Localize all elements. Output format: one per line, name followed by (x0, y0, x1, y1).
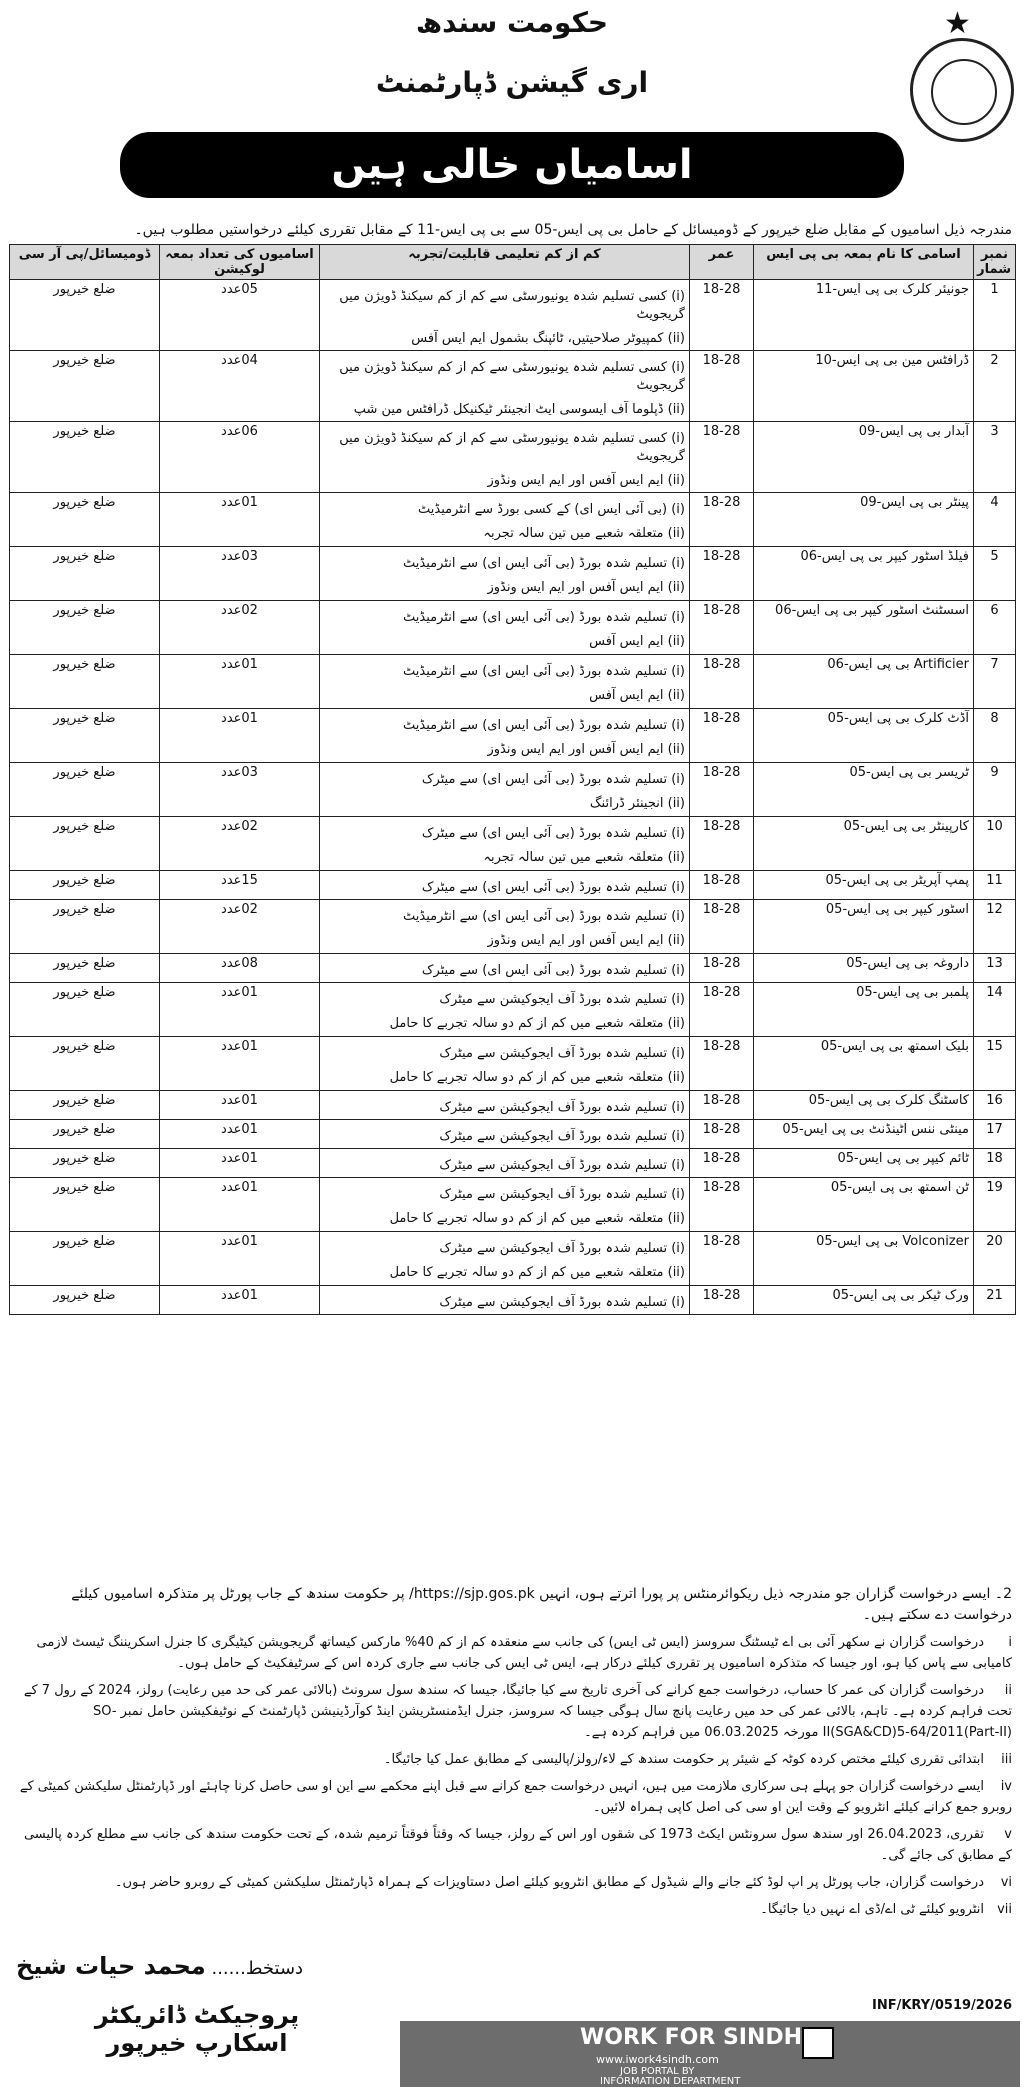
table-row (10, 1037, 1016, 1091)
cell-age: 18-28 (690, 1037, 754, 1091)
cell-post: ڈرافٹس مین بی پی ایس-10 (754, 351, 974, 422)
wfs-url: www.iwork4sindh.com (596, 2053, 719, 2066)
cell-post: فیلڈ اسٹور کیپر بی پی ایس-06 (754, 547, 974, 601)
qualification-line: (i) تسلیم شدہ بورڈ (بی آئی ایس ای) سے انٹرمیڈیٹ (403, 556, 685, 571)
cell-serial: 12 (974, 900, 1016, 954)
cell-age: 18-28 (690, 954, 754, 983)
table-row (10, 351, 1016, 422)
cell-count: 02عدد (160, 601, 320, 655)
cell-count: 01عدد (160, 709, 320, 763)
table-row (10, 1149, 1016, 1178)
cell-domicile: ضلع خیرپور (10, 1120, 160, 1149)
header-serial: نمبر شمار (974, 245, 1016, 280)
qualification-line: (i) تسلیم شدہ بورڈ آف ایجوکیشن سے میٹرک (439, 1046, 685, 1061)
cell-domicile: ضلع خیرپور (10, 493, 160, 547)
cell-post: آڈٹ کلرک بی پی ایس-05 (754, 709, 974, 763)
table-row (10, 954, 1016, 983)
qualification-line: (ii) متعلقہ شعبے میں کم از کم دو سالہ تجربے کا حامل (389, 1070, 685, 1085)
note-vii: viiانٹرویو کیلئے ٹی اے/ڈی اے نہیں دیا جائیگا۔ (760, 1902, 1012, 1917)
cell-domicile: ضلع خیرپور (10, 954, 160, 983)
cell-serial: 1 (974, 280, 1016, 351)
cell-qualification (320, 817, 690, 871)
table-row (10, 1232, 1016, 1286)
cell-qualification (320, 1178, 690, 1232)
cell-qualification (320, 1286, 690, 1315)
header (0, 0, 1024, 200)
cell-age: 18-28 (690, 900, 754, 954)
note-2: 2۔ ایسے درخواست گزاران جو مندرجہ ذیل ریکوائرمنٹس پر پورا اترتے ہوں، انہیں https://sjp.gos.pk/ پر حکومت سندھ کے جاب پورٹل پر متذکرہ اسامیوں کیلئے درخواست دے سکتے ہیں۔ (71, 1586, 1012, 1623)
cell-post: کارپینٹر بی پی ایس-05 (754, 817, 974, 871)
cell-domicile: ضلع خیرپور (10, 655, 160, 709)
wfs-line1: JOB PORTAL BY (620, 2066, 695, 2077)
cell-age: 18-28 (690, 763, 754, 817)
cell-serial: 20 (974, 1232, 1016, 1286)
table-row (10, 493, 1016, 547)
table-header-row (10, 245, 1016, 280)
cell-qualification (320, 1149, 690, 1178)
cell-domicile: ضلع خیرپور (10, 1286, 160, 1315)
table-row (10, 280, 1016, 351)
qualification-line: (i) تسلیم شدہ بورڈ (بی آئی ایس ای) سے انٹرمیڈیٹ (403, 718, 685, 733)
cell-serial: 21 (974, 1286, 1016, 1315)
qualification-line: (i) تسلیم شدہ بورڈ (بی آئی ایس ای) سے انٹرمیڈیٹ (403, 909, 685, 924)
header-count: اسامیوں کی تعداد بمعہ لوکیشن (160, 245, 320, 280)
cell-age: 18-28 (690, 601, 754, 655)
designation-office: اسکارپ خیرپور (106, 2029, 288, 2057)
cell-post: Artificier بی پی ایس-06 (754, 655, 974, 709)
cell-serial: 5 (974, 547, 1016, 601)
table-row (10, 871, 1016, 900)
cell-post: پمپ آپریٹر بی پی ایس-05 (754, 871, 974, 900)
cell-qualification (320, 1091, 690, 1120)
qualification-line: (i) تسلیم شدہ بورڈ آف ایجوکیشن سے میٹرک (439, 992, 685, 1007)
header-domicile: ڈومیسائل/پی آر سی (10, 245, 160, 280)
qualification-line: (ii) متعلقہ شعبے میں کم از کم دو سالہ تجربے کا حامل (389, 1211, 685, 1226)
qualification-line: (i) تسلیم شدہ بورڈ آف ایجوکیشن سے میٹرک (439, 1129, 685, 1144)
cell-count: 08عدد (160, 954, 320, 983)
intro-text: مندرجہ ذیل اسامیوں کے مقابل ضلع خیرپور کے ڈومیسائل کے حامل بی پی ایس-05 سے بی پی ایس-11 کے مقابل تقرری کیلئے درخواستیں مطلوب ہیں۔ (134, 222, 1012, 238)
cell-age: 18-28 (690, 1149, 754, 1178)
cell-domicile: ضلع خیرپور (10, 709, 160, 763)
cell-qualification (320, 655, 690, 709)
qualification-line: (i) تسلیم شدہ بورڈ آف ایجوکیشن سے میٹرک (439, 1295, 685, 1310)
qualification-line: (ii) کمپیوٹر صلاحیتیں، ٹائپنگ بشمول ایم ایس آفس (411, 331, 685, 346)
cell-qualification (320, 1120, 690, 1149)
qualification-line: (ii) ڈپلوما آف ایسوسی ایٹ انجینئر ٹیکنیکل ڈرافٹس مین شپ (353, 402, 685, 417)
cell-qualification (320, 280, 690, 351)
table-row (10, 547, 1016, 601)
table-row (10, 900, 1016, 954)
table-row (10, 1120, 1016, 1149)
cell-serial: 14 (974, 983, 1016, 1037)
qualification-line: (i) تسلیم شدہ بورڈ آف ایجوکیشن سے میٹرک (439, 1241, 685, 1256)
notes-section (10, 1584, 1012, 1926)
cell-serial: 11 (974, 871, 1016, 900)
cell-serial: 16 (974, 1091, 1016, 1120)
cell-post: اسسٹنٹ اسٹور کیپر بی پی ایس-06 (754, 601, 974, 655)
cell-post: مینٹی ننس اٹینڈنٹ بی پی ایس-05 (754, 1120, 974, 1149)
cell-count: 02عدد (160, 817, 320, 871)
cell-count: 01عدد (160, 1178, 320, 1232)
cell-post: بلیک اسمتھ بی پی ایس-05 (754, 1037, 974, 1091)
cell-domicile: ضلع خیرپور (10, 871, 160, 900)
cell-domicile: ضلع خیرپور (10, 1091, 160, 1120)
cell-age: 18-28 (690, 1232, 754, 1286)
qualification-line: (ii) ایم ایس آفس اور ایم ایس ونڈوز (487, 580, 685, 595)
table-row (10, 1286, 1016, 1315)
designation-title: پروجیکٹ ڈائریکٹر (94, 2001, 300, 2029)
cell-post: کاسٹنگ کلرک بی پی ایس-05 (754, 1091, 974, 1120)
cell-count: 01عدد (160, 1232, 320, 1286)
cell-qualification (320, 1037, 690, 1091)
cell-age: 18-28 (690, 655, 754, 709)
qr-code-icon (802, 2027, 834, 2059)
cell-post: جونیئر کلرک بی پی ایس-11 (754, 280, 974, 351)
sindh-seal-logo (910, 38, 1014, 142)
qualification-line: (i) تسلیم شدہ بورڈ آف ایجوکیشن سے میٹرک (439, 1158, 685, 1173)
qualification-line: (i) تسلیم شدہ بورڈ (بی آئی ایس ای) سے میٹرک (421, 880, 685, 895)
cell-serial: 15 (974, 1037, 1016, 1091)
cell-domicile: ضلع خیرپور (10, 983, 160, 1037)
cell-domicile: ضلع خیرپور (10, 763, 160, 817)
wfs-title: WORK FOR SINDH (580, 2025, 803, 2050)
header-age: عمر (690, 245, 754, 280)
qualification-line: (i) تسلیم شدہ بورڈ (بی آئی ایس ای) سے میٹرک (421, 826, 685, 841)
qualification-line: (ii) ایم ایس آفس (589, 688, 685, 703)
table-row (10, 817, 1016, 871)
cell-count: 01عدد (160, 493, 320, 547)
cell-age: 18-28 (690, 1091, 754, 1120)
cell-age: 18-28 (690, 422, 754, 493)
work-for-sindh-banner (400, 2021, 1020, 2087)
vacancy-table (9, 244, 1016, 1315)
qualification-line: (i) تسلیم شدہ بورڈ آف ایجوکیشن سے میٹرک (439, 1100, 685, 1115)
qualification-line: (i) تسلیم شدہ بورڈ (بی آئی ایس ای) سے میٹرک (421, 963, 685, 978)
cell-count: 01عدد (160, 1091, 320, 1120)
cell-domicile: ضلع خیرپور (10, 280, 160, 351)
note-ii: iiدرخواست گزاران کی عمر کا حساب، درخواست جمع کرانے کی آخری تاریخ سے کیا جائیگا، جیسا کہ سندھ سول سرونٹ (بالائی عمر کی حد میں رعایت) رولز، 2024 کے رول 7 کے تحت فراہم کردہ ہے۔ تاہم، بالائی عمر کی حد میں رعایت پانچ سال ہوگی جیسا کہ سروسز، جنرل ایڈمنسٹریشن اینڈ کوآرڈینیشن ڈپارٹمنٹ کے نوٹیفکیشن حامل نمبر SO-II(SGA&CD)5-64/2011(Part-II) مورخہ 06.03.2025 میں فراہم کردہ ہے۔ (23, 1683, 1012, 1740)
cell-serial: 8 (974, 709, 1016, 763)
note-iv: ivایسے درخواست گزاران جو پہلے ہی سرکاری ملازمت میں ہیں، انہیں درخواست جمع کرانے سے قبل اپنے محکمے سے این او سی حاصل کرنا چاہئے اور ڈپارٹمنٹل سلیکشن کمیٹی کے روبرو جمع کرانے کیلئے انٹرویو کے وقت این او سی کی اصل کاپی ہمراہ لائیں۔ (19, 1779, 1012, 1815)
cell-count: 03عدد (160, 763, 320, 817)
cell-count: 04عدد (160, 351, 320, 422)
cell-post: ورک ٹیکر بی پی ایس-05 (754, 1286, 974, 1315)
table-row (10, 709, 1016, 763)
cell-count: 02عدد (160, 900, 320, 954)
cell-serial: 3 (974, 422, 1016, 493)
cell-qualification (320, 709, 690, 763)
cell-qualification (320, 871, 690, 900)
cell-age: 18-28 (690, 493, 754, 547)
cell-age: 18-28 (690, 709, 754, 763)
cell-domicile: ضلع خیرپور (10, 1178, 160, 1232)
qualification-line: (ii) انجینئر ڈرائنگ (589, 796, 685, 811)
cell-count: 15عدد (160, 871, 320, 900)
cell-qualification (320, 351, 690, 422)
table-row (10, 655, 1016, 709)
cell-domicile: ضلع خیرپور (10, 601, 160, 655)
note-vi: viدرخواست گزاران، جاب پورٹل پر اپ لوڈ کئے جانے والے شیڈول کے مطابق انٹرویو کیلئے اصل دستاویزات کے ہمراہ ڈپارٹمنٹل سلیکشن کمیٹی کے روبرو حاضر ہوں۔ (114, 1875, 1012, 1890)
cell-count: 03عدد (160, 547, 320, 601)
cell-age: 18-28 (690, 1178, 754, 1232)
cell-qualification (320, 954, 690, 983)
signature-line (16, 1952, 303, 1980)
qualification-line: (ii) ایم ایس آفس (589, 634, 685, 649)
vacancies-banner: اسامیاں خالی ہیں (120, 132, 904, 198)
cell-age: 18-28 (690, 983, 754, 1037)
cell-domicile: ضلع خیرپور (10, 1037, 160, 1091)
header-post: اسامی کا نام بمعہ بی پی ایس (754, 245, 974, 280)
cell-serial: 13 (974, 954, 1016, 983)
qualification-line: (ii) ایم ایس آفس اور ایم ایس ونڈوز (487, 473, 685, 488)
cell-post: پینٹر بی پی ایس-09 (754, 493, 974, 547)
star-icon: ★ (944, 6, 971, 41)
cell-qualification (320, 983, 690, 1037)
cell-domicile: ضلع خیرپور (10, 817, 160, 871)
qualification-line: (i) تسلیم شدہ بورڈ (بی آئی ایس ای) سے انٹرمیڈیٹ (403, 610, 685, 625)
cell-domicile: ضلع خیرپور (10, 422, 160, 493)
cell-age: 18-28 (690, 351, 754, 422)
table-row (10, 422, 1016, 493)
cell-serial: 2 (974, 351, 1016, 422)
qualification-line: (ii) متعلقہ شعبے میں تین سالہ تجربہ (483, 850, 685, 865)
cell-post: اسٹور کیپر بی پی ایس-05 (754, 900, 974, 954)
note-i: iدرخواست گزاران نے سکھر آئی بی اے ٹیسٹنگ سروسز (ایس ٹی ایس) کی جانب سے منعقدہ کم از کم 40% مارکس کیساتھ گریجویشن کیٹیگری کا جنرل اسکریننگ ٹیسٹ لازمی کامیابی سے پاس کیا ہو، اور جیسا کہ متذکرہ اسامیوں پر تقرری کیلئے درکار ہے، ایس ٹی ایس کی جانب سے جاری کردہ اس کے سرٹیفکیٹ کے حامل ہوں۔ (36, 1635, 1012, 1671)
cell-count: 05عدد (160, 280, 320, 351)
cell-qualification (320, 493, 690, 547)
department-title: اری گیشن ڈپارٹمنٹ (375, 66, 649, 99)
table-row (10, 601, 1016, 655)
qualification-line: (i) تسلیم شدہ بورڈ آف ایجوکیشن سے میٹرک (439, 1187, 685, 1202)
cell-serial: 10 (974, 817, 1016, 871)
cell-serial: 4 (974, 493, 1016, 547)
designation-block (72, 2001, 322, 2057)
cell-post: Volconizer بی پی ایس-05 (754, 1232, 974, 1286)
cell-domicile: ضلع خیرپور (10, 1149, 160, 1178)
qualification-line: (ii) ایم ایس آفس اور ایم ایس ونڈوز (487, 933, 685, 948)
qualification-line: (ii) متعلقہ شعبے میں کم از کم دو سالہ تجربے کا حامل (389, 1265, 685, 1280)
qualification-line: (i) کسی تسلیم شدہ یونیورسٹی سے کم از کم سیکنڈ ڈویژن میں گریجویٹ (339, 360, 685, 393)
cell-post: داروغہ بی پی ایس-05 (754, 954, 974, 983)
cell-serial: 9 (974, 763, 1016, 817)
qualification-line: (i) تسلیم شدہ بورڈ (بی آئی ایس ای) سے انٹرمیڈیٹ (403, 664, 685, 679)
cell-age: 18-28 (690, 547, 754, 601)
cell-domicile: ضلع خیرپور (10, 351, 160, 422)
table-row (10, 763, 1016, 817)
note-v: vتقرری، 26.04.2023 اور سندھ سول سرونٹس ایکٹ 1973 کی شقوں اور اس کے رولز، جیسا کہ وقتاً فوقتاً ترمیم شدہ، کے تحت حکومت سندھ کی جانب سے مطلع کردہ پالیسی کے مطابق کی جائے گی۔ (23, 1827, 1012, 1863)
cell-post: ٹریسر بی پی ایس-05 (754, 763, 974, 817)
cell-count: 01عدد (160, 983, 320, 1037)
wfs-line2: INFORMATION DEPARTMENT (600, 2076, 741, 2087)
signatory-name: محمد حیات شیخ (16, 1952, 206, 1980)
cell-count: 01عدد (160, 1286, 320, 1315)
qualification-line: (ii) ایم ایس آفس اور ایم ایس ونڈوز (487, 742, 685, 757)
cell-post: ٹائم کیپر بی پی ایس-05 (754, 1149, 974, 1178)
cell-post: ٹن اسمتھ بی پی ایس-05 (754, 1178, 974, 1232)
cell-qualification (320, 763, 690, 817)
cell-serial: 6 (974, 601, 1016, 655)
cell-post: آبدار بی پی ایس-09 (754, 422, 974, 493)
cell-domicile: ضلع خیرپور (10, 900, 160, 954)
cell-qualification (320, 422, 690, 493)
qualification-line: (i) (بی آئی ایس ای) کے کسی بورڈ سے انٹرمیڈیٹ (418, 502, 685, 517)
cell-domicile: ضلع خیرپور (10, 547, 160, 601)
table-row (10, 1091, 1016, 1120)
cell-age: 18-28 (690, 1120, 754, 1149)
cell-qualification (320, 1232, 690, 1286)
table-row (10, 983, 1016, 1037)
cell-serial: 17 (974, 1120, 1016, 1149)
cell-qualification (320, 900, 690, 954)
signature-label: دستخط...... (211, 1958, 304, 1979)
cell-serial: 19 (974, 1178, 1016, 1232)
cell-post: پلمبر بی پی ایس-05 (754, 983, 974, 1037)
cell-serial: 7 (974, 655, 1016, 709)
qualification-line: (i) کسی تسلیم شدہ یونیورسٹی سے کم از کم سیکنڈ ڈویژن میں گریجویٹ (339, 289, 685, 322)
inf-number: INF/KRY/0519/2026 (872, 1998, 1012, 2013)
cell-age: 18-28 (690, 871, 754, 900)
cell-age: 18-28 (690, 817, 754, 871)
cell-domicile: ضلع خیرپور (10, 1232, 160, 1286)
cell-qualification (320, 601, 690, 655)
header-qualification: کم از کم تعلیمی قابلیت/تجربہ (320, 245, 690, 280)
note-iii: iiiابتدائی تقرری کیلئے مختص کردہ کوٹہ کے شیئر پر حکومت سندھ کے لاء/رولز/پالیسی کے مطابق عمل کیا جائیگا۔ (383, 1752, 1012, 1767)
cell-age: 18-28 (690, 280, 754, 351)
cell-age: 18-28 (690, 1286, 754, 1315)
cell-count: 01عدد (160, 1120, 320, 1149)
cell-qualification (320, 547, 690, 601)
government-title: حکومت سندھ (415, 6, 609, 39)
cell-count: 06عدد (160, 422, 320, 493)
cell-serial: 18 (974, 1149, 1016, 1178)
cell-count: 01عدد (160, 655, 320, 709)
table-row (10, 1178, 1016, 1232)
cell-count: 01عدد (160, 1149, 320, 1178)
qualification-line: (ii) متعلقہ شعبے میں تین سالہ تجربہ (483, 526, 685, 541)
qualification-line: (i) کسی تسلیم شدہ یونیورسٹی سے کم از کم سیکنڈ ڈویژن میں گریجویٹ (339, 431, 685, 464)
qualification-line: (ii) متعلقہ شعبے میں کم از کم دو سالہ تجربے کا حامل (389, 1016, 685, 1031)
cell-count: 01عدد (160, 1037, 320, 1091)
qualification-line: (i) تسلیم شدہ بورڈ (بی آئی ایس ای) سے میٹرک (421, 772, 685, 787)
